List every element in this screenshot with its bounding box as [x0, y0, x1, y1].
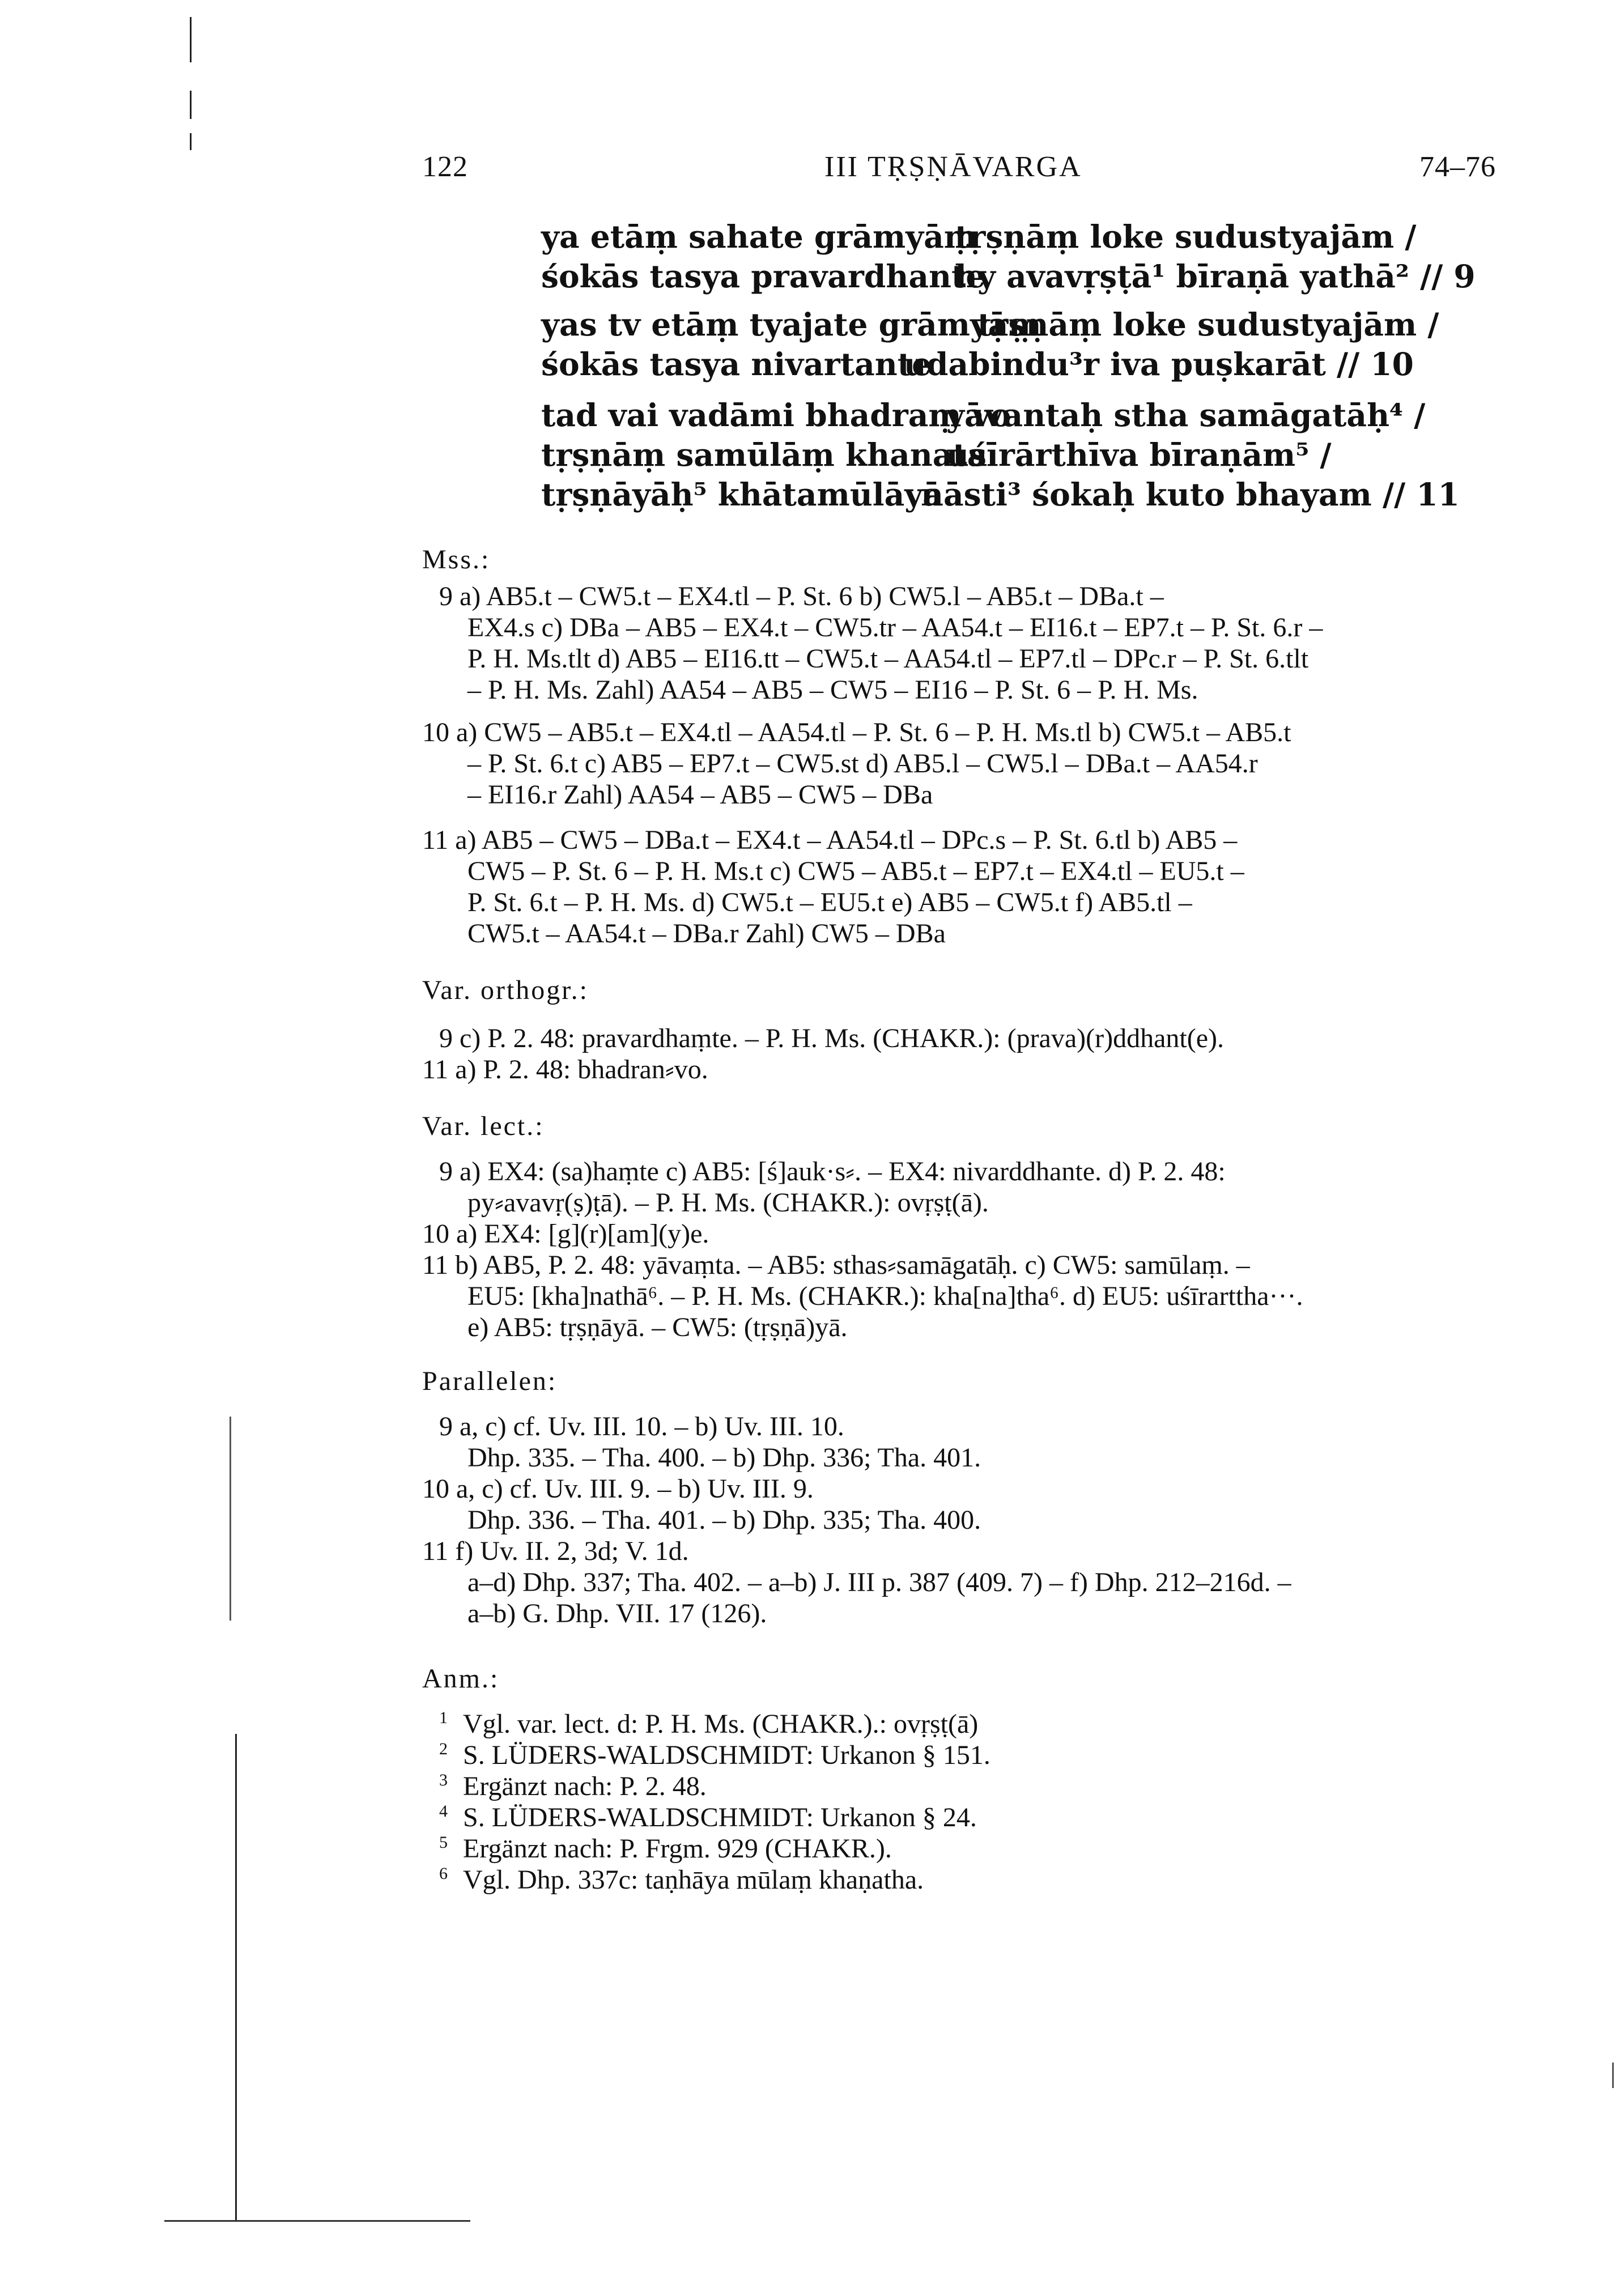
- footnote-text: S. LÜDERS-WALDSCHMIDT: Urkanon § 24.: [463, 1802, 977, 1832]
- apparatus-line: Dhp. 336. – Tha. 401. – b) Dhp. 335; Tha. 400.: [467, 1505, 981, 1535]
- apparatus-line: 10 a) EX4: [g](r)[am](y)e.: [422, 1219, 709, 1249]
- section-heading-anm: Anm.:: [422, 1664, 500, 1694]
- verse-range: 74–76: [1419, 151, 1496, 183]
- apparatus-line: a–d) Dhp. 337; Tha. 402. – a–b) J. III p. 387 (409. 7) – f) Dhp. 212–216d. –: [467, 1567, 1291, 1597]
- pada-b: yāvantaḥ stha samāgatāḥ⁴ /: [946, 397, 1426, 433]
- apparatus-line: 9 c) P. 2. 48: pravardhaṃte. – P. H. Ms. (CHAKR.): (prava)(r)ddhant(e).: [439, 1023, 1225, 1053]
- apparatus-line: 9 a, c) cf. Uv. III. 10. – b) Uv. III. 10.: [439, 1411, 844, 1442]
- section-heading-var-lect: Var. lect.:: [422, 1111, 545, 1141]
- apparatus-line: a–b) G. Dhp. VII. 17 (126).: [467, 1598, 767, 1629]
- apparatus-line: 11 a) AB5 – CW5 – DBa.t – EX4.t – AA54.tl – DPc.s – P. St. 6.tl b) AB5 –: [422, 825, 1238, 855]
- page-number: 122: [422, 151, 468, 183]
- pada-c: śokās tasya pravardhante: [541, 258, 986, 295]
- pada-a: yas tv etāṃ tyajate grāmyāṃ: [541, 306, 1041, 343]
- apparatus-line: 10 a, c) cf. Uv. III. 9. – b) Uv. III. 9.: [422, 1474, 814, 1504]
- pada-d: hy avavṛṣṭā¹ bīraṇā yathā² // 9: [955, 258, 1476, 295]
- footnote: [439, 1771, 707, 1802]
- footnote-text: Vgl. var. lect. d: P. H. Ms. (CHAKR.).: ovṛṣṭ(ā): [463, 1709, 979, 1739]
- footnote-number: 5: [439, 1833, 448, 1852]
- apparatus-line: e) AB5: tṛṣṇāyā. – CW5: (tṛṣṇā)yā.: [467, 1312, 848, 1342]
- section-heading-parallelen: Parallelen:: [422, 1366, 558, 1396]
- section-heading-var-orthogr: Var. orthogr.:: [422, 975, 589, 1005]
- verse-line: [541, 346, 1414, 382]
- margin-mark-top-2: [190, 91, 192, 119]
- apparatus-line: CW5 – P. St. 6 – P. H. Ms.t c) CW5 – AB5.t – EP7.t – EX4.tl – EU5.t –: [467, 856, 1244, 886]
- apparatus-line: 11 a) P. 2. 48: bhadran⸗vo.: [422, 1055, 708, 1085]
- apparatus-line: 11 b) AB5, P. 2. 48: yāvaṃta. – AB5: sthas⸗samāgatāḥ. c) CW5: samūlaṃ. –: [422, 1250, 1250, 1280]
- footnote-number: 3: [439, 1771, 448, 1789]
- apparatus-line: P. St. 6.t – P. H. Ms. d) CW5.t – EU5.t e) AB5 – CW5.t f) AB5.tl –: [467, 887, 1192, 917]
- pada-a: tad vai vadāmi bhadraṃ vo: [541, 397, 1011, 433]
- margin-mark-horizontal: [164, 2220, 470, 2222]
- pada-e: tṛṣṇāyāḥ⁵ khātamūlāyā: [541, 476, 943, 513]
- footnote: [439, 1708, 978, 1740]
- running-title: III TṚṢṆĀVARGA: [824, 151, 1082, 183]
- apparatus-line: – P. H. Ms. Zahl) AA54 – AB5 – CW5 – EI16 – P. St. 6 – P. H. Ms.: [467, 675, 1198, 705]
- apparatus-line: – EI16.r Zahl) AA54 – AB5 – CW5 – DBa: [467, 780, 933, 810]
- apparatus-line: 9 a) AB5.t – CW5.t – EX4.tl – P. St. 6 b) CW5.l – AB5.t – DBa.t –: [439, 581, 1164, 611]
- verse-line: [541, 306, 1439, 343]
- pada-d: uśīrārthīva bīraṇām⁵ /: [946, 436, 1332, 473]
- pada-b: tṛṣṇāṃ loke sudustyajām /: [977, 306, 1439, 343]
- margin-mark-mid: [229, 1417, 231, 1621]
- apparatus-line: EX4.s c) DBa – AB5 – EX4.t – CW5.tr – AA54.t – EI16.t – EP7.t – P. St. 6.r –: [467, 613, 1323, 643]
- verse-line: [541, 218, 1417, 255]
- pada-c: tṛṣṇāṃ samūlāṃ khanata: [541, 436, 988, 473]
- apparatus-line: 10 a) CW5 – AB5.t – EX4.tl – AA54.tl – P. St. 6 – P. H. Ms.tl b) CW5.t – AB5.t: [422, 717, 1291, 747]
- verse-line: [541, 258, 1476, 295]
- verse-line: [541, 397, 1426, 433]
- verse-line: [541, 476, 1460, 513]
- footnote: [439, 1740, 990, 1771]
- pada-b: tṛṣṇāṃ loke sudustyajām /: [955, 218, 1417, 255]
- pada-d: udabindu³r iva puṣkarāt // 10: [904, 346, 1414, 382]
- verse-line: [541, 436, 1332, 473]
- apparatus-line: EU5: [kha]nathā⁶. – P. H. Ms. (CHAKR.): kha[na]tha⁶. d) EU5: uśīrarttha···.: [467, 1281, 1303, 1311]
- margin-mark-right: [1612, 2063, 1614, 2088]
- pada-a: ya etāṃ sahate grāmyāṃ: [541, 218, 977, 255]
- pada-c: śokās tasya nivartante: [541, 346, 932, 382]
- footnote-text: Ergänzt nach: P. Frgm. 929 (CHAKR.).: [463, 1834, 892, 1864]
- footnote-number: 2: [439, 1740, 448, 1758]
- footnote-text: Ergänzt nach: P. 2. 48.: [463, 1771, 707, 1801]
- apparatus-line: P. H. Ms.tlt d) AB5 – EI16.tt – CW5.t – AA54.tl – EP7.tl – DPc.r – P. St. 6.tlt: [467, 644, 1309, 674]
- footnote: [439, 1802, 977, 1833]
- footnote-number: 6: [439, 1864, 448, 1883]
- margin-mark-top-1: [190, 17, 192, 62]
- apparatus-line: py⸗avavṛ(ṣ)ṭā). – P. H. Ms. (CHAKR.): ovṛṣṭ(ā).: [467, 1188, 989, 1218]
- apparatus-line: 11 f) Uv. II. 2, 3d; V. 1d.: [422, 1536, 689, 1566]
- apparatus-line: CW5.t – AA54.t – DBa.r Zahl) CW5 – DBa: [467, 919, 946, 949]
- margin-mark-top-3: [190, 133, 192, 150]
- footnote-number: 1: [439, 1708, 448, 1727]
- pada-f: nāsti³ śokaḥ kuto bhayam // 11: [921, 476, 1460, 513]
- apparatus-line: Dhp. 335. – Tha. 400. – b) Dhp. 336; Tha. 401.: [467, 1443, 981, 1473]
- apparatus-line: 9 a) EX4: (sa)haṃte c) AB5: [ś]auk·s⸗. – EX4: nivarddhante. d) P. 2. 48:: [439, 1156, 1226, 1187]
- footnote-number: 4: [439, 1802, 448, 1821]
- section-heading-mss: Mss.:: [422, 545, 491, 575]
- footnote-text: S. LÜDERS-WALDSCHMIDT: Urkanon § 151.: [463, 1740, 990, 1770]
- footnote: [439, 1864, 924, 1895]
- apparatus-line: – P. St. 6.t c) AB5 – EP7.t – CW5.st d) AB5.l – CW5.l – DBa.t – AA54.r: [467, 749, 1258, 779]
- margin-mark-vertical: [235, 1734, 237, 2221]
- footnote-text: Vgl. Dhp. 337c: taṇhāya mūlaṃ khaṇatha.: [463, 1865, 924, 1895]
- footnote: [439, 1833, 892, 1864]
